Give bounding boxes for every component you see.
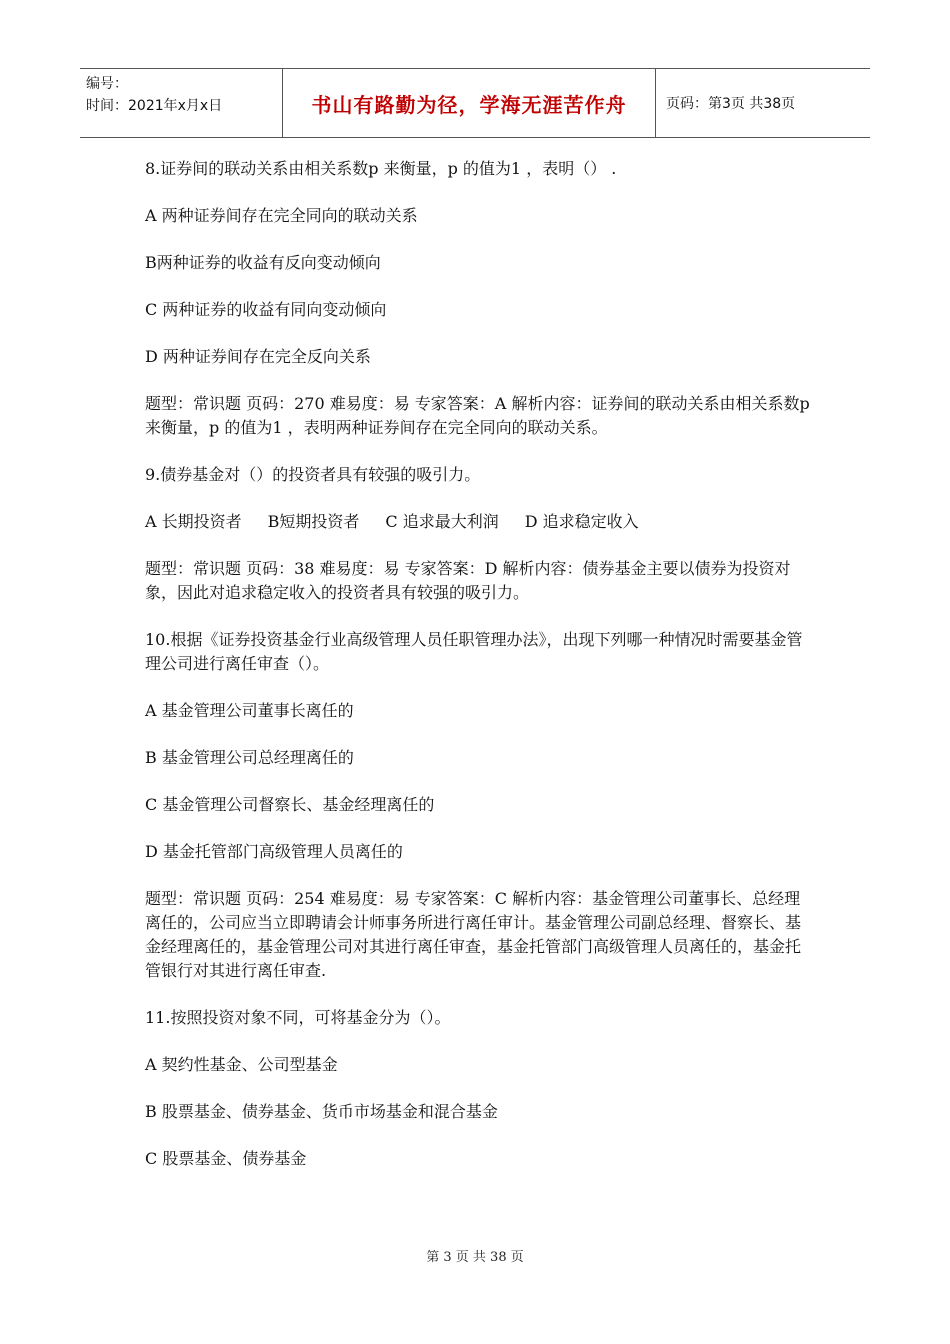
question-9-analysis: 题型：常识题 页码：38 难易度：易 专家答案：D 解析内容：债券基金主要以债券为投资对象，因此对追求稳定收入的投资者具有较强的吸引力。 <box>145 559 791 602</box>
question-8-option-c: C 两种证券的收益有同向变动倾向 <box>145 300 387 319</box>
document-time: 时间：2021年x月x日 <box>86 98 223 114</box>
question-8-option-a: A 两种证券间存在完全同向的联动关系 <box>145 206 418 225</box>
question-9-option-b: B短期投资者 <box>267 512 360 531</box>
question-9-options <box>145 510 813 534</box>
document-number-label: 编号： <box>86 76 128 92</box>
question-8-option-b: B两种证券的收益有反向变动倾向 <box>145 253 381 272</box>
question-11-option-a: A 契约性基金、公司型基金 <box>145 1055 338 1074</box>
question-11: 11.按照投资对象不同，可将基金分为（）。 <box>145 1008 451 1027</box>
page-footer: 第 3 页 共 38 页 <box>426 1250 524 1265</box>
question-11-option-b: B 股票基金、债券基金、货币市场基金和混合基金 <box>145 1102 498 1121</box>
question-8: 8.证券间的联动关系由相关系数p 来衡量，p 的值为1 ，表明（） . <box>145 159 617 178</box>
question-9-option-a: A 长期投资者 <box>145 512 242 531</box>
page-header <box>80 68 870 138</box>
header-page-info: 页码：第3页 共38页 <box>666 96 796 112</box>
header-meta <box>80 69 282 137</box>
question-10-option-b: B 基金管理公司总经理离任的 <box>145 748 354 767</box>
question-11-option-c: C 股票基金、债券基金 <box>145 1149 307 1168</box>
question-10-option-c: C 基金管理公司督察长、基金经理离任的 <box>145 795 435 814</box>
question-9: 9.债券基金对（）的投资者具有较强的吸引力。 <box>145 465 481 484</box>
document-body <box>145 157 813 1194</box>
question-8-analysis: 题型：常识题 页码：270 难易度：易 专家答案：A 解析内容：证券间的联动关系由相关系数p 来衡量，p 的值为1 ，表明两种证券间存在完全同向的联动关系。 <box>145 394 810 437</box>
question-9-option-c: C 追求最大利润 <box>385 512 499 531</box>
question-10-option-a: A 基金管理公司董事长离任的 <box>145 701 354 720</box>
header-slogan: 书山有路勤为径，学海无涯苦作舟 <box>282 69 656 137</box>
question-10: 10.根据《证券投资基金行业高级管理人员任职管理办法》，出现下列哪一种情况时需要基金管理公司进行离任审查（）。 <box>145 630 803 673</box>
question-10-analysis: 题型：常识题 页码：254 难易度：易 专家答案：C 解析内容：基金管理公司董事长、总经理离任的，公司应当立即聘请会计师事务所进行离任审计。基金管理公司副总经理、督察长、基金经理离任的，基金管理公司对其进行离任审查，基金托管部门高级管理人员离任的，基金托管银行对其进行离任审查. <box>145 889 802 980</box>
question-9-option-d: D 追求稳定收入 <box>524 512 639 531</box>
question-8-option-d: D 两种证券间存在完全反向关系 <box>145 347 371 366</box>
question-10-option-d: D 基金托管部门高级管理人员离任的 <box>145 842 403 861</box>
